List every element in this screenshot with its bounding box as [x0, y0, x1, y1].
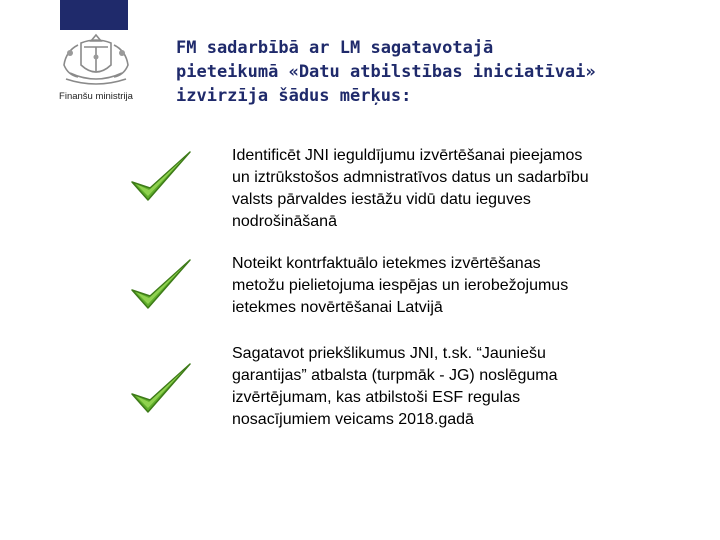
checkmark-icon [126, 144, 196, 214]
coat-of-arms-icon [56, 33, 136, 89]
page-title [176, 36, 696, 108]
ministry-logo [46, 33, 146, 109]
title-line: pieteikumā «Datu atbilstības iniciatīvai» [176, 62, 596, 82]
checkmark-icon [126, 252, 196, 322]
title-line: izvirzīja šādus mērķus: [176, 86, 412, 106]
title-line: FM sadarbībā ar LM sagatavotajā [176, 38, 494, 58]
goal-item: Noteikt kontrfaktuālo ietekmes izvērtēšanas metožu pielietojuma iespējas un ierobežojumus ietekmes novērtēšanai Latvijā [232, 255, 569, 316]
goal-item: Sagatavot priekšlikumus JNI, t.sk. “Jauniešu garantijas” atbalsta (turpmāk - JG) noslēguma izvērtējumam, kas atbilstoši ESF regulas nosacījumiem veicams 2018.gadā [232, 345, 558, 428]
checkmark-icon [126, 356, 196, 426]
goal-item: Identificēt JNI ieguldījumu izvērtēšanai pieejamos un iztrūkstošos admnistratīvos datus un sadarbību valsts pārvaldes iestāžu vidū datu ieguves nodrošināšanā [232, 147, 589, 230]
logo-text: Finanšu ministrija [59, 91, 133, 102]
header-accent-bar [60, 0, 128, 30]
